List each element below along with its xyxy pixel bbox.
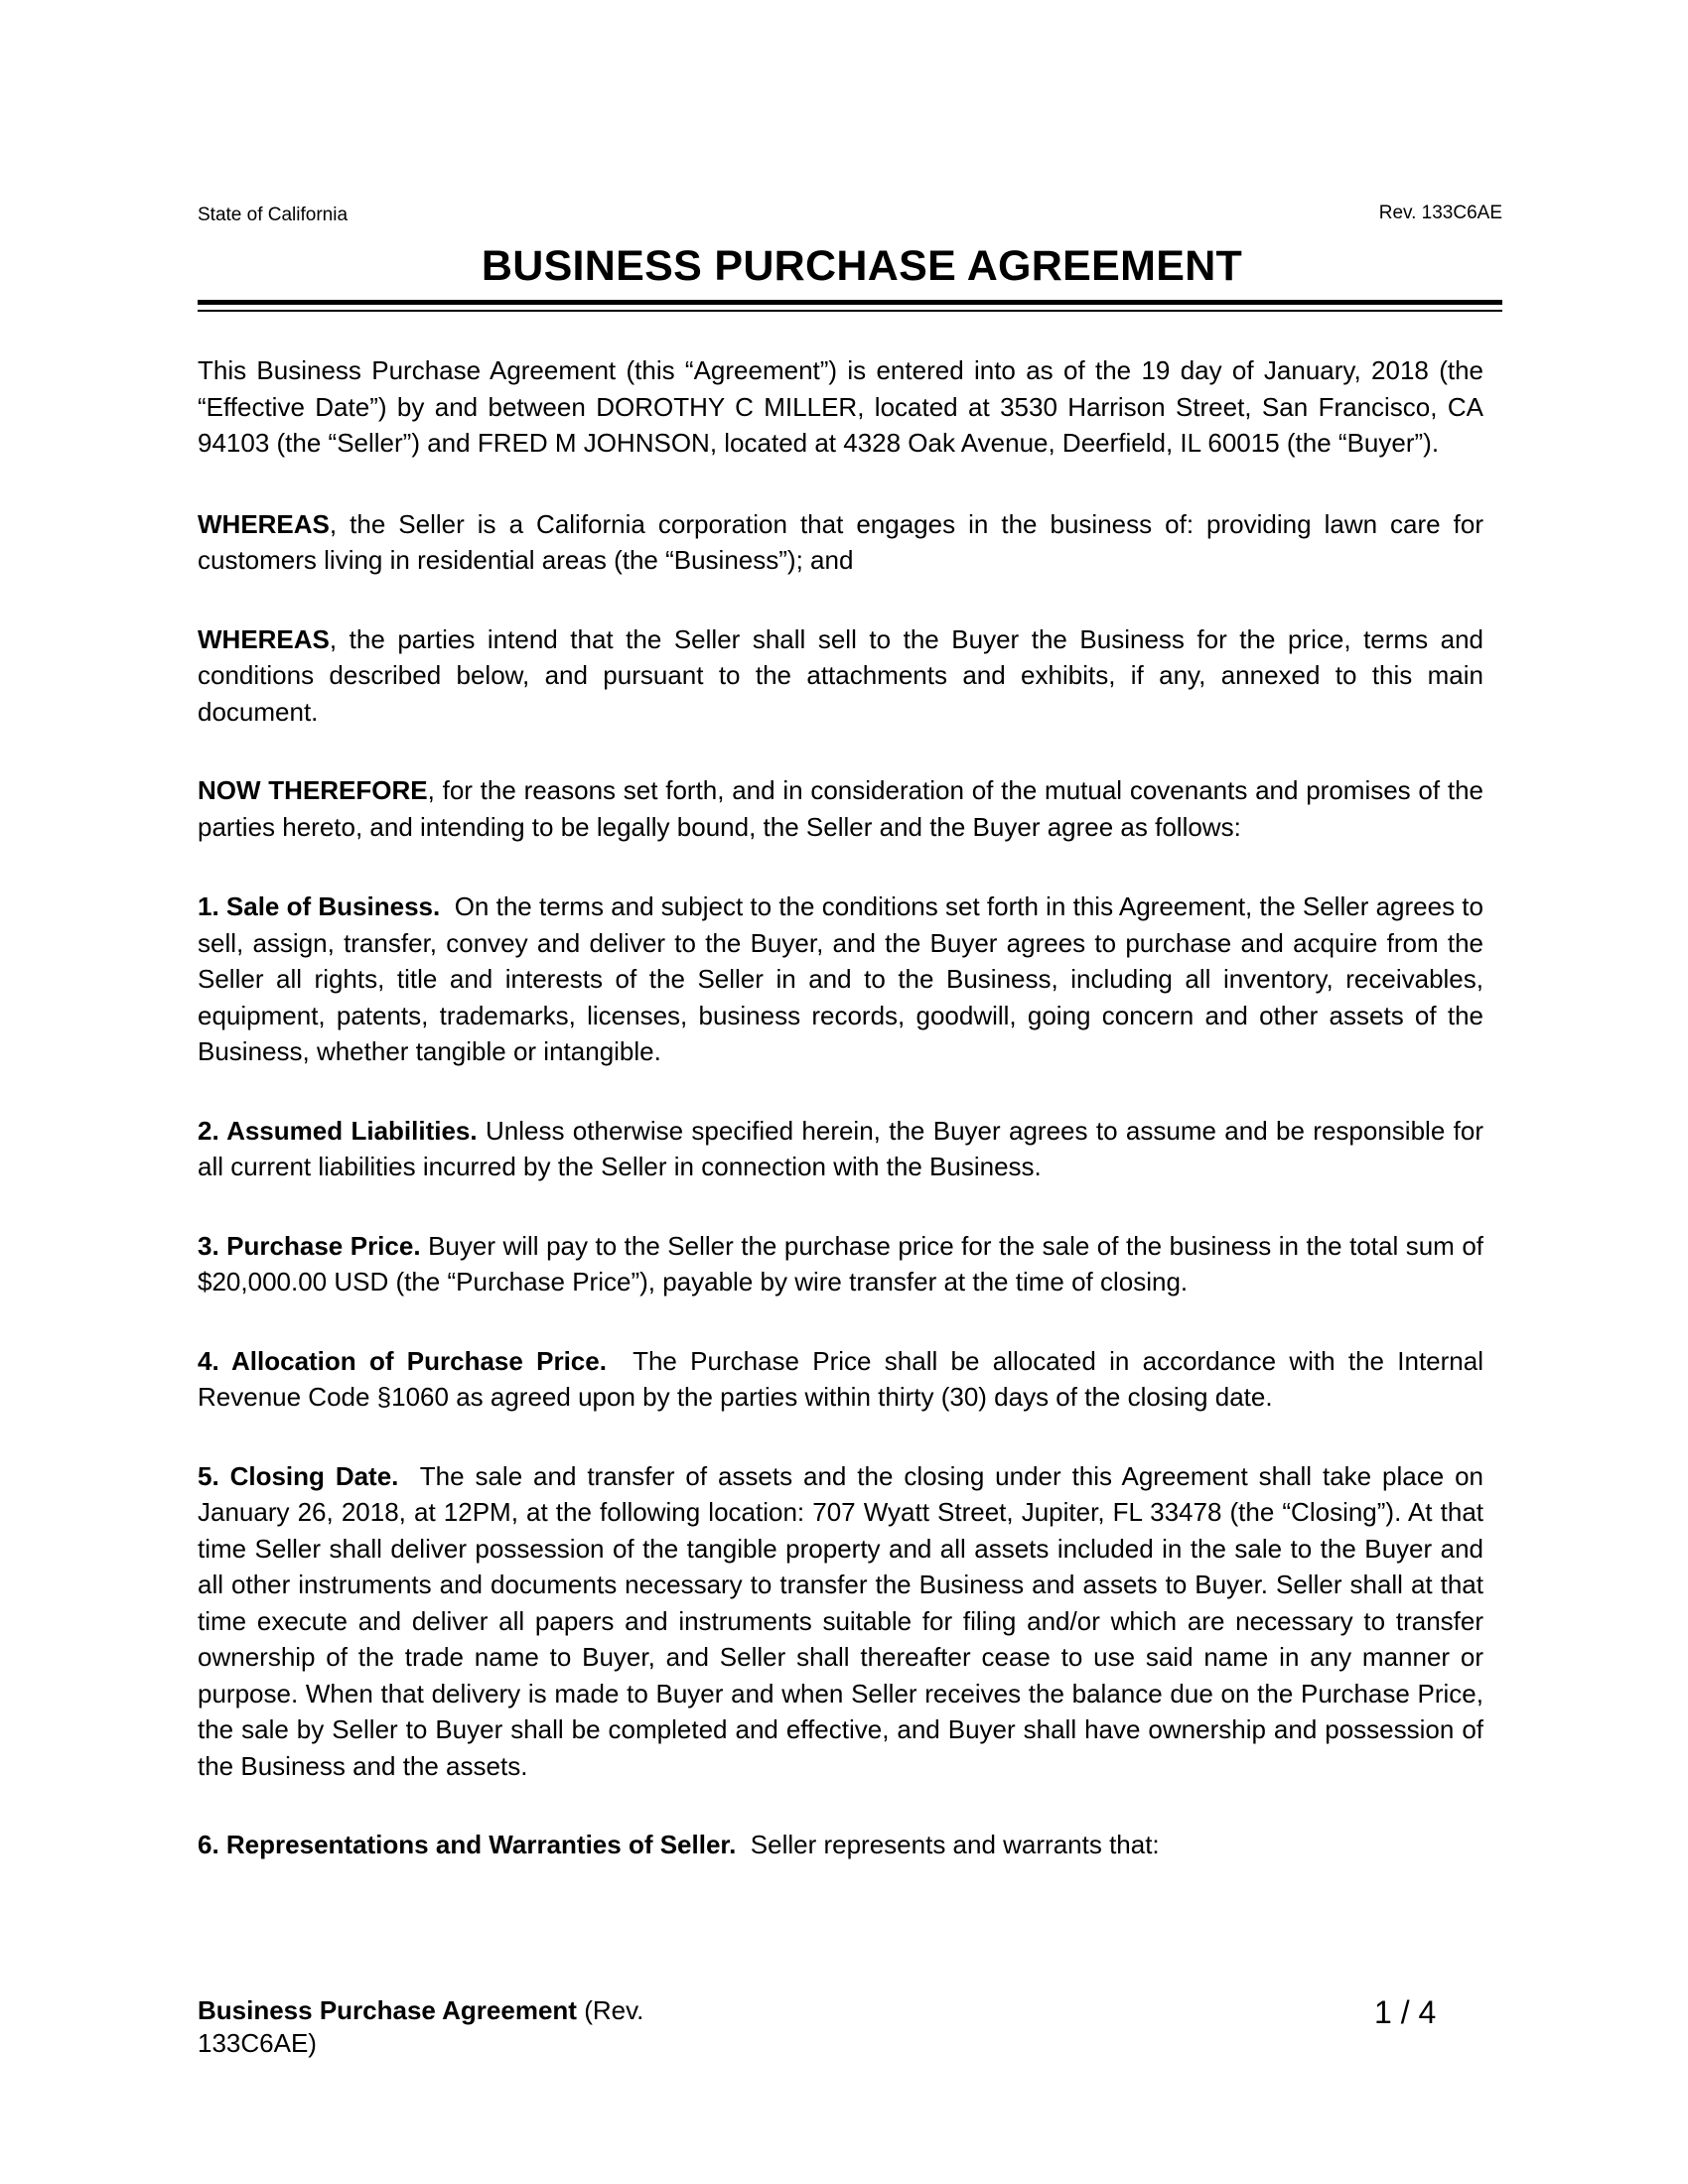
section-heading: 3. Purchase Price. [198, 1230, 421, 1261]
section-purchase-price [198, 1228, 1483, 1300]
footer-document-name [198, 1994, 643, 2060]
intro-paragraph: This Business Purchase Agreement (this “Agreement”) is entered into as of the 19 day of January, 2018 (the “Effective Date”) by and between DOROTHY C MILLER, located at 3530 Harrison Street, San Francisco, CA 94103 (the “Seller”) and FRED M JOHNSON, located at 4328 Oak Avenue, Deerfield, IL 60015 (the “Buyer”). [198, 355, 1483, 458]
footer-title: Business Purchase Agreement [198, 1995, 577, 2025]
footer-revision-line2: 133C6AE) [198, 2028, 317, 2058]
recital-label: NOW THEREFORE [198, 775, 428, 805]
recital-label: WHEREAS [198, 623, 330, 654]
document-title: BUSINESS PURCHASE AGREEMENT [481, 242, 1243, 290]
footer-revision-line1: (Rev. [584, 1995, 644, 2025]
recital-text: , the parties intend that the Seller shall sell to the Buyer the Business for the price, terms and conditions described below, and pursuant to the attachments and exhibits, if any, annexed to this main document. [198, 623, 1483, 727]
section-heading: 1. Sale of Business. [198, 891, 441, 921]
section-heading: 4. Allocation of Purchase Price. [198, 1345, 607, 1376]
state-label: State of California [198, 205, 349, 225]
page-number: 1 / 4 [1374, 1994, 1437, 2030]
section-heading: 5. Closing Date. [198, 1460, 399, 1491]
section-representations [198, 1827, 1483, 1863]
section-text: Seller represents and warrants that: [750, 1830, 1160, 1859]
section-closing-date [198, 1458, 1483, 1785]
document-body [198, 352, 1483, 1906]
recital-now-therefore [198, 772, 1483, 845]
revision-label: Rev. 133C6AE [1378, 203, 1502, 223]
recital-text: , the Seller is a California corporation that engages in the business of: providing lawn care for customers living in residential areas (the “Business”); and [198, 508, 1483, 575]
section-heading: 6. Representations and Warranties of Seller. [198, 1830, 737, 1859]
section-sale-of-business [198, 888, 1483, 1070]
recital-label: WHEREAS [198, 508, 330, 539]
recital-whereas-2 [198, 621, 1483, 731]
title-rule-thick [198, 300, 1502, 305]
section-text: The Purchase Price shall be allocated in accordance with the Internal Revenue Code §1060 as agreed upon by the parties within thirty (30) days of the closing date. [198, 1345, 1483, 1412]
section-text: On the terms and subject to the conditions set forth in this Agreement, the Seller agrees to sell, assign, transfer, convey and deliver to the Buyer, and the Buyer agrees to purchase and acquire from the Seller all rights, title and interests of the Seller in and to the Business, including all inventory, receivables, equipment, patents, trademarks, licenses, business records, goodwill, going concern and other assets of the Business, whether tangible or intangible. [198, 891, 1483, 1066]
section-text: Buyer will pay to the Seller the purchase price for the sale of the business in the total sum of $20,000.00 USD (the “Purchase Price”), payable by wire transfer at the time of closing. [198, 1230, 1483, 1297]
section-text: Unless otherwise specified herein, the Buyer agrees to assume and be responsible for all current liabilities incurred by the Seller in connection with the Business. [198, 1115, 1483, 1181]
recital-text: , for the reasons set forth, and in consideration of the mutual covenants and promises of the parties hereto, and intending to be legally bound, the Seller and the Buyer agree as follows: [198, 775, 1483, 842]
section-assumed-liabilities [198, 1113, 1483, 1185]
section-allocation [198, 1343, 1483, 1416]
section-text: The sale and transfer of assets and the closing under this Agreement shall take place on January 26, 2018, at 12PM, at the following location: 707 Wyatt Street, Jupiter, FL 33478 (the “Closing”). At that time Seller shall deliver possession of the tangible property and all assets included in the sale to the Buyer and all other instruments and documents necessary to transfer the Business and assets to Buyer. Seller shall at that time execute and deliver all papers and instruments suitable for filing and/or which are necessary to transfer ownership of the trade name to Buyer, and Seller shall thereafter cease to use said name in any manner or purpose. When that delivery is made to Buyer and when Seller receives the balance due on the Purchase Price, the sale by Seller to Buyer shall be completed and effective, and Buyer shall have ownership and possession of the Business and the assets. [198, 1460, 1483, 1781]
section-heading: 2. Assumed Liabilities. [198, 1115, 478, 1146]
title-rule-thin [198, 310, 1502, 312]
recital-whereas-1 [198, 506, 1483, 579]
